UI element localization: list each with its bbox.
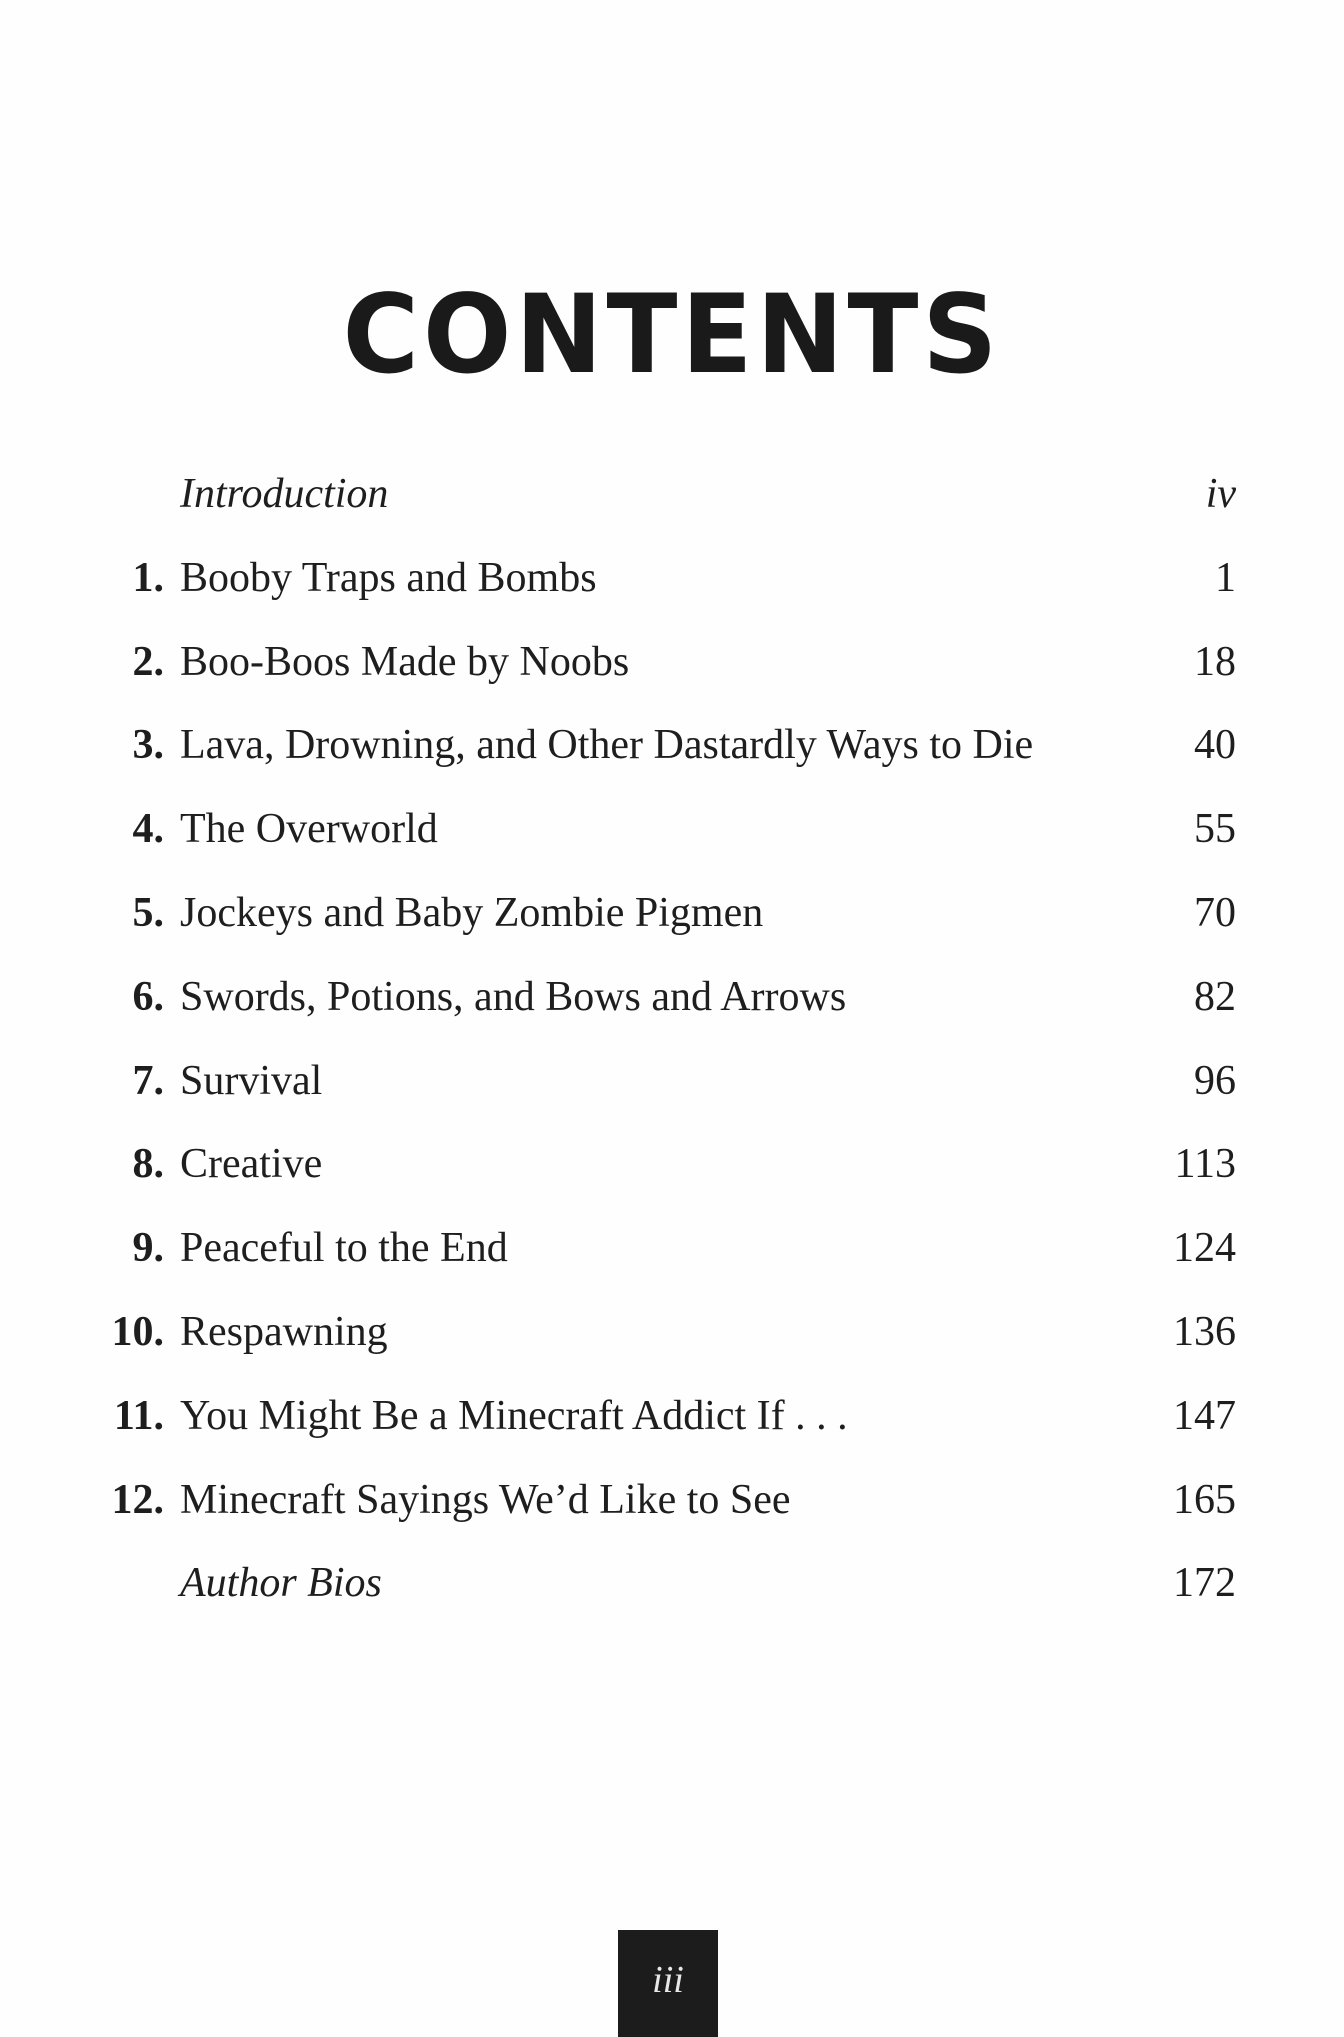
page-number: 165 [1173, 1476, 1236, 1523]
page-number: 1 [1215, 554, 1236, 601]
toc-entry [100, 711, 1236, 795]
chapter-title: Minecraft Sayings We’d Like to See [180, 1476, 791, 1523]
page-number: 124 [1173, 1225, 1236, 1272]
chapter-title: You Might Be a Minecraft Addict If . . . [180, 1392, 848, 1439]
chapter-title: Author Bios [180, 1560, 382, 1607]
toc-entry [100, 1130, 1236, 1214]
toc-entry [100, 628, 1236, 712]
page-number: 113 [1174, 1141, 1236, 1188]
chapter-title: Respawning [180, 1308, 388, 1355]
chapter-title: Booby Traps and Bombs [180, 554, 597, 601]
chapter-title: Creative [180, 1141, 323, 1188]
toc-entry [100, 1466, 1236, 1550]
page-number: 172 [1173, 1560, 1236, 1607]
chapter-title: Boo-Boos Made by Noobs [180, 638, 630, 685]
chapter-number: 3. [132, 722, 164, 769]
page-number: iv [1205, 471, 1236, 517]
chapter-number: 5. [132, 889, 164, 936]
chapter-number: 2. [132, 638, 164, 685]
table-of-contents [100, 460, 1236, 1633]
chapter-number: 12. [111, 1476, 164, 1523]
chapter-title: Jockeys and Baby Zombie Pigmen [180, 889, 764, 936]
chapter-number: 9. [132, 1225, 164, 1272]
page-number: 55 [1194, 806, 1236, 853]
chapter-number: 1. [132, 554, 164, 601]
page-number: 70 [1194, 889, 1236, 936]
toc-entry [100, 963, 1236, 1047]
chapter-number: 11. [113, 1392, 164, 1439]
page-title: CONTENTS [342, 269, 1002, 399]
page-number: 147 [1173, 1392, 1236, 1439]
page-number: 96 [1194, 1057, 1236, 1104]
toc-entry [100, 879, 1236, 963]
chapter-title: Survival [180, 1057, 323, 1104]
toc-entry-author-bios [100, 1549, 1236, 1633]
page-number: 18 [1194, 638, 1236, 685]
page-number: 82 [1194, 973, 1236, 1020]
chapter-number: 10. [111, 1308, 164, 1355]
chapter-title: Swords, Potions, and Bows and Arrows [180, 973, 847, 1020]
toc-entry [100, 1047, 1236, 1131]
chapter-title: The Overworld [180, 806, 438, 853]
toc-entry [100, 1382, 1236, 1466]
page-number: 40 [1194, 722, 1236, 769]
folio-page-number: iii [618, 1930, 718, 2037]
chapter-number: 7. [132, 1057, 164, 1104]
chapter-number: 6. [132, 973, 164, 1020]
chapter-number: 4. [132, 806, 164, 853]
toc-entry [100, 1214, 1236, 1298]
toc-entry [100, 795, 1236, 879]
toc-entry [100, 1298, 1236, 1382]
chapter-title: Introduction [180, 471, 389, 517]
chapter-number: 8. [132, 1141, 164, 1188]
chapter-title: Peaceful to the End [180, 1225, 508, 1272]
chapter-title: Lava, Drowning, and Other Dastardly Ways to Die [180, 722, 1034, 769]
page-number: 136 [1173, 1308, 1236, 1355]
toc-entry-introduction [100, 460, 1236, 544]
toc-entry [100, 544, 1236, 628]
